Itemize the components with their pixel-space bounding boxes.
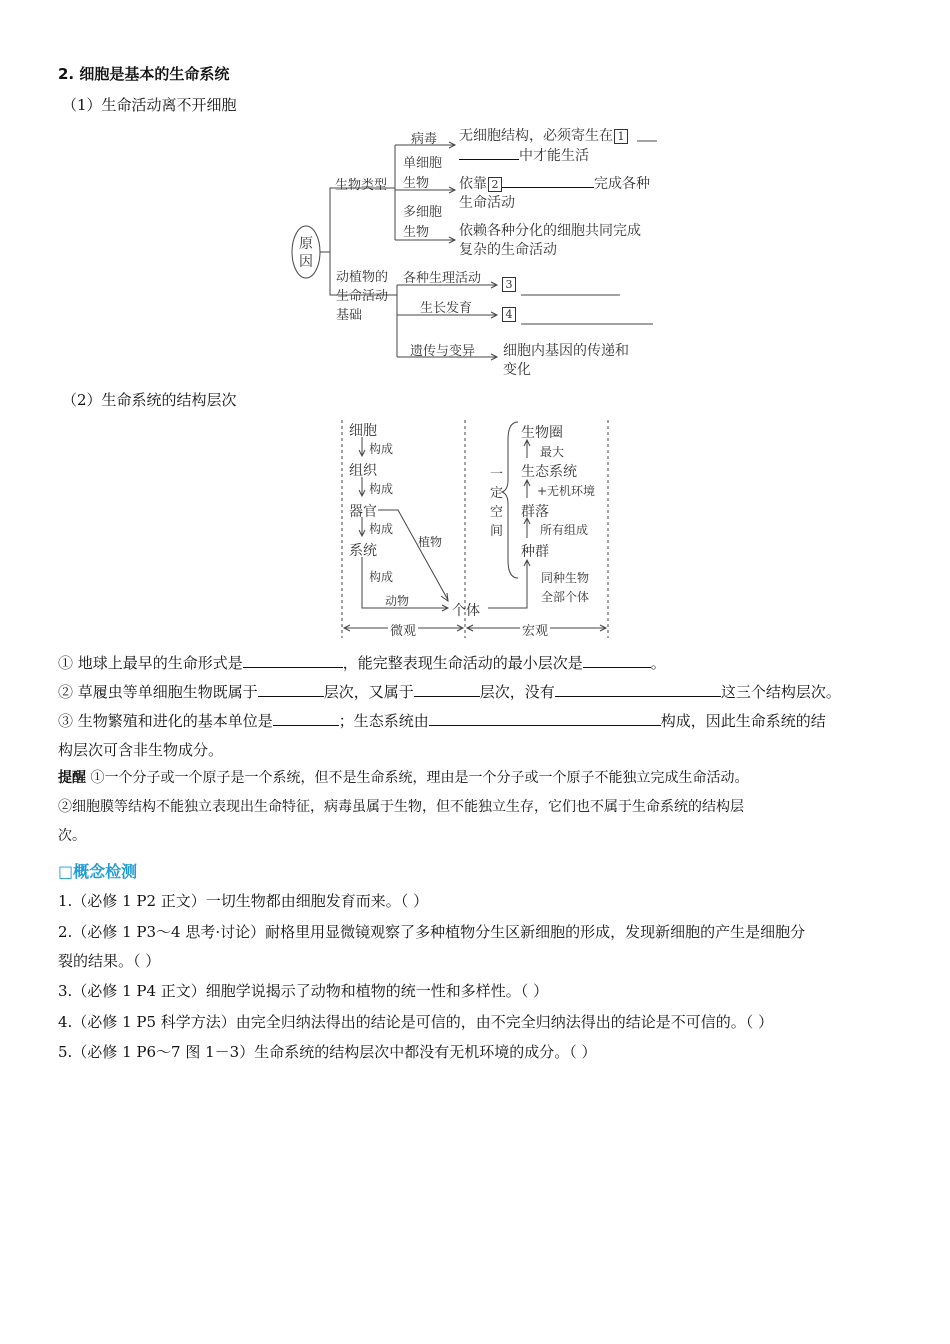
level-biosphere: 生物圈	[521, 425, 563, 441]
growth-answer	[501, 307, 516, 322]
blank-box-1: 1	[614, 129, 628, 144]
growth-label: 生长发育	[420, 301, 473, 316]
concept-item-2: 2.（必修 1 P3～4 思考·讨论）耐格里用显微镜观察了多种植物分生区新细胞的形成，发现新细胞的产生是细胞分	[58, 923, 806, 941]
certain-space-label: 一 定 空 间	[490, 467, 504, 539]
tip-line-1: 提醒 ①一个分子或一个原子是一个系统，但不是生命系统，理由是一个分子或一个原子不能独立完成生命活动。	[58, 770, 749, 786]
concept-item-5: 5.（必修 1 P6～7 图 1－3）生命系统的结构层次中都没有无机环境的成分。（ ）	[58, 1043, 597, 1061]
level-tissue: 组织	[349, 463, 377, 479]
multicellular-description-line2: 复杂的生命活动	[459, 242, 557, 258]
compose-label-2: 构成	[369, 482, 394, 496]
unicellular-description: 依靠 2 完成各种	[459, 173, 650, 193]
plant-label: 植物	[418, 535, 443, 549]
level-ecosystem: 生态系统	[521, 464, 577, 480]
all-composed-label: 所有组成	[540, 523, 589, 537]
compose-label-4: 构成	[369, 570, 394, 584]
blank-2[interactable]	[502, 173, 594, 188]
blank-1[interactable]	[459, 145, 519, 160]
multicellular-label: 多细胞 生物	[403, 205, 443, 240]
blank-q2-c[interactable]	[555, 681, 721, 697]
blank-q3-b[interactable]	[429, 710, 661, 726]
physiology-answer	[501, 277, 516, 292]
concept-item-1: 1.（必修 1 P2 正文）一切生物都由细胞发育而来。（ ）	[58, 892, 429, 910]
level-system: 系统	[349, 543, 377, 559]
level-community: 群落	[521, 504, 549, 520]
question-1: ① 地球上最早的生命形式是 ，能完整表现生命活动的最小层次是 。	[58, 654, 666, 672]
blank-box-3: 3	[502, 277, 516, 292]
blank-q1-a[interactable]	[243, 652, 343, 668]
unicellular-description-line2: 生命活动	[459, 195, 515, 211]
abiotic-label: +无机环境	[537, 484, 596, 498]
blank-q3-a[interactable]	[273, 710, 339, 726]
same-species-label: 同种生物 全部个体	[541, 571, 590, 604]
blank-q2-a[interactable]	[258, 681, 324, 697]
multicellular-description: 依赖各种分化的细胞共同完成	[459, 223, 641, 239]
level-cell: 细胞	[349, 423, 377, 439]
level-organ: 器官	[349, 504, 377, 520]
tip-label: 提醒	[58, 770, 86, 786]
heredity-label: 遗传与变异	[410, 344, 476, 359]
animal-label: 动物	[385, 594, 410, 608]
compose-label-1: 构成	[369, 442, 394, 456]
question-2: ② 草履虫等单细胞生物既属于 层次，又属于 层次，没有 这三个结构层次。	[58, 683, 841, 701]
subsection-2-title: （2）生命系统的结构层次	[62, 391, 237, 409]
level-individual: 个体	[452, 603, 480, 619]
blank-q2-b[interactable]	[414, 681, 480, 697]
macro-label: 宏观	[520, 620, 550, 639]
life-basis-label: 动植物的 生命活动 基础	[336, 270, 389, 323]
concept-item-2-line2: 裂的结果。（ ）	[58, 952, 161, 970]
tip-line-2: ②细胞膜等结构不能独立表现出生命特征，病毒虽属于生物，但不能独立生存，它们也不属于生命系统的结构层	[58, 799, 744, 815]
unicellular-label: 单细胞 生物	[403, 156, 443, 191]
virus-description-line2: 中才能生活	[459, 145, 589, 165]
heredity-description-line2: 变化	[503, 362, 531, 378]
blank-q1-b[interactable]	[583, 652, 651, 668]
virus-description: 无细胞结构，必须寄生在 1	[459, 125, 628, 145]
blank-box-2: 2	[488, 177, 502, 192]
physiology-label: 各种生理活动	[403, 271, 482, 286]
question-3: ③ 生物繁殖和进化的基本单位是 ；生态系统由 构成，因此生命系统的结	[58, 712, 826, 730]
concept-item-3: 3.（必修 1 P4 正文）细胞学说揭示了动物和植物的统一性和多样性。（ ）	[58, 982, 549, 1000]
blank-box-4: 4	[502, 307, 516, 322]
micro-label: 微观	[388, 620, 418, 639]
virus-label: 病毒	[411, 132, 438, 147]
tip-line-3: 次。	[58, 828, 86, 844]
largest-label: 最大	[540, 445, 565, 459]
compose-label-3: 构成	[369, 522, 394, 536]
root-cause-label: 原 因	[299, 236, 313, 270]
section-title: 2. 细胞是基本的生命系统	[58, 65, 230, 83]
organism-type-label: 生物类型	[335, 178, 388, 193]
question-3-line2: 构层次可含非生物成分。	[58, 741, 224, 759]
concept-item-4: 4.（必修 1 P5 科学方法）由完全归纳法得出的结论是可信的，由不完全归纳法得出的结论是不可信的。（ ）	[58, 1013, 774, 1031]
level-population: 种群	[521, 544, 549, 560]
heredity-description: 细胞内基因的传递和	[503, 343, 629, 359]
subsection-1-title: （1）生命活动离不开细胞	[62, 96, 237, 114]
concept-check-title: □概念检测	[58, 862, 138, 881]
